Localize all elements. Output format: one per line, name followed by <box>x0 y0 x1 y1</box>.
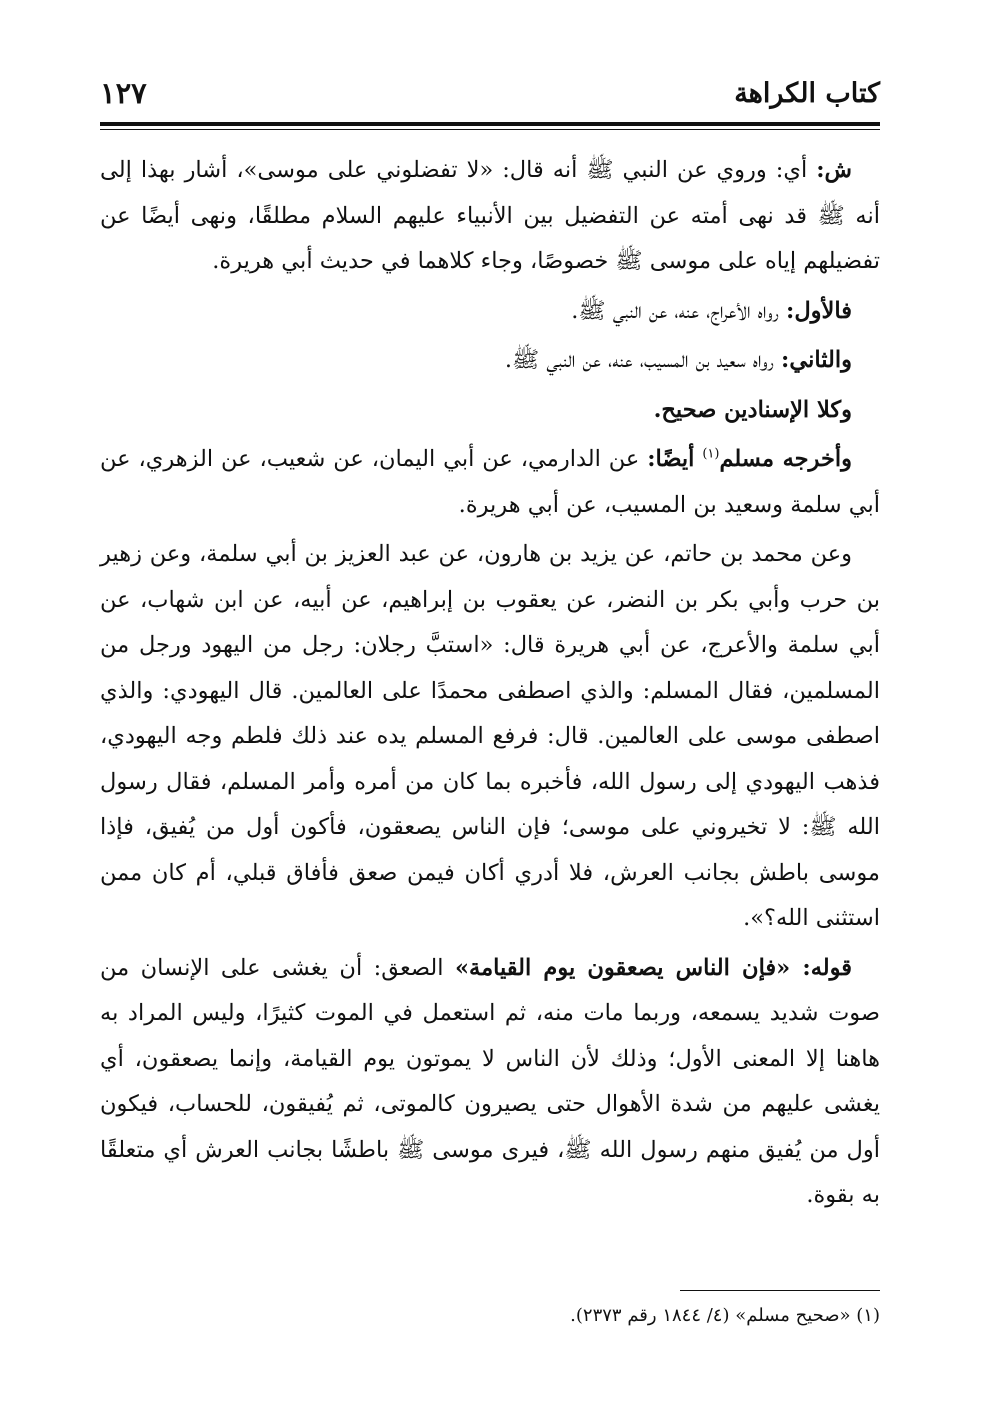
body-text <box>100 148 880 1223</box>
paragraph-text: أي: وروي عن النبي ﷺ أنه قال: «لا تفضلوني على موسى»، أشار بهذا إلى أنه ﷺ قد نهى أمته عن التفضيل بين الأنبياء عليهم السلام مطلقًا، ونهى أيضًا عن تفضيلهم إياه على موسى ﷺ خصوصًا، وجاء كلاهما في حديث أبي هريرة. <box>100 157 880 274</box>
header-rule-thick <box>100 122 880 126</box>
document-page <box>100 70 880 1370</box>
paragraph-second-chain <box>100 338 880 384</box>
paragraph-text: وعن محمد بن حاتم، عن يزيد بن هارون، عن عبد العزيز بن أبي سلمة، وعن زهير بن حرب وأبي بكر بن النضر، عن يعقوب بن إبراهيم، عن أبيه، عن ابن شهاب، عن أبي سلمة والأعرج، عن أبي هريرة قال: «استبَّ رجلان: رجل من اليهود ورجل من المسلمين، فقال المسلم: والذي اصطفى محمدًا على العالمين. قال اليهودي: والذي اصطفى موسى على العالمين. قال: فرفع المسلم يده عند ذلك فلطم وجه اليهودي، فذهب اليهودي إلى رسول الله، فأخبره بما كان من أمره وأمر المسلم، فقال رسول الله ﷺ: لا تخيروني على موسى؛ فإن الناس يصعقون، فأكون أول من يُفيق، فإذا موسى باطش بجانب العرش، فلا أدري أكان فيمن صعق فأفاق قبلي، أم كان ممن استثنى الله؟». <box>100 541 880 931</box>
paragraph-both-sahih <box>100 388 880 434</box>
paragraph-lead: ش: <box>816 157 853 183</box>
paragraph-text: وكلا الإسنادين صحيح. <box>653 396 852 423</box>
header-rule-thin <box>100 129 880 130</box>
footnote: (١) «صحيح مسلم» (٤/ ١٨٤٤ رقم ٢٣٧٣). <box>570 1305 880 1326</box>
paragraph-lead: والثاني: <box>781 347 852 373</box>
chapter-title: كتاب الكراهة <box>734 78 880 109</box>
footnote-separator <box>680 1290 880 1291</box>
paragraph-text: الصعق: أن يغشى على الإنسان من صوت شديد يسمعه، وربما مات منه، ثم استعمل في الموت كثيرًا، وليس المراد به هاهنا إلا المعنى الأول؛ وذلك لأن الناس لا يموتون يوم القيامة، وإنما يصعقون، أي يغشى عليهم من شدة الأهوال حتى يصيرون كالموتى، ثم يُفيقون، للحساب، فيكون أول من يُفيق منهم رسول الله ﷺ، فيرى موسى ﷺ باطشًا بجانب العرش أي متعلقًا به بقوة. <box>100 954 880 1208</box>
footnote-reference[interactable]: (١) <box>702 446 720 462</box>
paragraph-sharh <box>100 148 880 285</box>
paragraph-text: رواه الأعراج، عنه، عن النبي ﷺ. <box>571 297 779 324</box>
page-header <box>100 70 880 114</box>
paragraph-lead: فالأول: <box>786 297 852 324</box>
paragraph-lead: قوله: «فإن الناس يصعقون يوم القيامة» <box>454 954 852 981</box>
paragraph-lead: وأخرجه مسلم <box>719 446 852 472</box>
paragraph-muslim <box>100 437 880 528</box>
paragraph-text: عن الدارمي، عن أبي اليمان، عن شعيب، عن الزهري، عن أبي سلمة وسعيد بن المسيب، عن أبي هريرة. <box>100 446 880 518</box>
paragraph-text: رواه سعيد بن المسيب، عنه، عن النبي ﷺ. <box>504 347 774 373</box>
paragraph-hadith <box>100 532 880 942</box>
paragraph-explanation <box>100 946 880 1219</box>
page-number: ١٢٧ <box>100 76 147 110</box>
paragraph-lead-2: أيضًا: <box>647 446 695 472</box>
paragraph-first-chain <box>100 289 880 335</box>
